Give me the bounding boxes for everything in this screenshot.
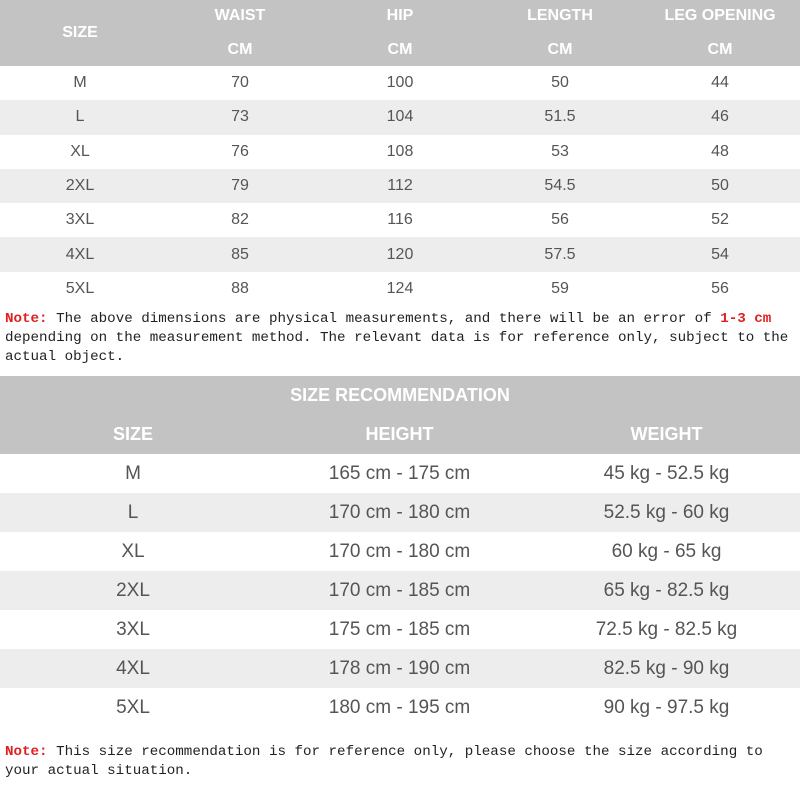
cell-waist: 82	[231, 211, 249, 229]
table-row	[0, 532, 800, 571]
cell-leg-opening: 48	[711, 142, 729, 160]
table-row	[0, 169, 800, 203]
header-size: SIZE	[112, 424, 153, 444]
table-row	[0, 203, 800, 237]
cell-length: 53	[551, 142, 569, 160]
cell-waist: 79	[231, 177, 249, 195]
cell-length: 57.5	[544, 245, 576, 263]
cell-hip: 112	[387, 177, 413, 195]
cell-hip: 104	[386, 108, 414, 126]
cell-size: 5XL	[116, 696, 150, 718]
table-row	[0, 272, 800, 306]
cell-height: 175 cm - 185 cm	[328, 618, 471, 640]
cell-height: 170 cm - 180 cm	[328, 501, 471, 523]
cell-weight: 90 kg - 97.5 kg	[603, 696, 730, 718]
header-leg-opening-unit: CM	[707, 41, 733, 58]
recommendation-table-header	[0, 376, 800, 454]
header-leg-opening: LEG OPENING	[664, 7, 776, 24]
cell-weight: 65 kg - 82.5 kg	[603, 579, 730, 601]
cell-height: 180 cm - 195 cm	[328, 696, 471, 718]
note-label: Note:	[5, 744, 48, 760]
note-error-range: 1-3 cm	[720, 311, 772, 327]
table-row	[0, 135, 800, 169]
table-row	[0, 66, 800, 100]
table-row	[0, 493, 800, 532]
measurement-note	[5, 310, 797, 367]
cell-leg-opening: 50	[711, 177, 729, 195]
cell-leg-opening: 44	[711, 74, 729, 92]
header-length: LENGTH	[527, 7, 593, 24]
cell-waist: 70	[231, 74, 249, 92]
cell-size: 3XL	[65, 211, 95, 229]
cell-leg-opening: 54	[711, 245, 729, 263]
cell-waist: 88	[231, 279, 249, 297]
table-row	[0, 237, 800, 271]
table-row	[0, 571, 800, 610]
cell-size: 4XL	[65, 245, 95, 263]
cell-weight: 45 kg - 52.5 kg	[603, 462, 730, 484]
table-row	[0, 610, 800, 649]
header-hip: HIP	[386, 7, 414, 24]
cell-size: 4XL	[116, 657, 150, 679]
cell-size: M	[73, 74, 87, 92]
cell-hip: 124	[386, 279, 414, 297]
cell-hip: 100	[386, 74, 414, 92]
cell-waist: 76	[231, 142, 249, 160]
measurement-table-header	[0, 0, 800, 66]
cell-size: 2XL	[116, 579, 150, 601]
cell-size: 5XL	[65, 279, 95, 297]
note-text-continued: depending on the measurement method. The relevant data is for reference only, subject to the actual object.	[5, 330, 789, 365]
measurement-table-body	[0, 66, 800, 306]
recommendation-note	[5, 743, 797, 781]
table-row	[0, 649, 800, 688]
cell-weight: 60 kg - 65 kg	[611, 540, 722, 562]
recommendation-table-body	[0, 454, 800, 727]
cell-height: 165 cm - 175 cm	[328, 462, 471, 484]
cell-hip: 120	[386, 245, 414, 263]
header-size: SIZE	[62, 24, 98, 41]
cell-size: M	[125, 462, 141, 484]
cell-length: 50	[551, 74, 569, 92]
table-row	[0, 688, 800, 727]
cell-length: 56	[551, 211, 569, 229]
header-length-unit: CM	[547, 41, 573, 58]
header-height: HEIGHT	[365, 424, 434, 444]
cell-leg-opening: 46	[711, 108, 729, 126]
header-weight: WEIGHT	[630, 424, 703, 444]
cell-length: 51.5	[544, 108, 576, 126]
header-waist-unit: CM	[227, 41, 253, 58]
cell-waist: 73	[231, 108, 249, 126]
cell-waist: 85	[231, 245, 249, 263]
cell-height: 178 cm - 190 cm	[328, 657, 471, 679]
cell-hip: 116	[387, 211, 413, 229]
cell-weight: 82.5 kg - 90 kg	[603, 657, 730, 679]
note-text: This size recommendation is for reference only, please choose the size according to your actual situation.	[5, 744, 763, 779]
cell-length: 59	[551, 279, 569, 297]
cell-weight: 52.5 kg - 60 kg	[603, 501, 730, 523]
header-waist: WAIST	[214, 7, 266, 24]
cell-size: L	[75, 108, 85, 126]
header-hip-unit: CM	[387, 41, 413, 58]
cell-hip: 108	[386, 142, 414, 160]
cell-size: 3XL	[116, 618, 150, 640]
cell-size: L	[127, 501, 139, 523]
cell-height: 170 cm - 185 cm	[328, 579, 471, 601]
cell-weight: 72.5 kg - 82.5 kg	[595, 618, 738, 640]
recommendation-title: SIZE RECOMMENDATION	[290, 385, 510, 405]
note-label: Note:	[5, 311, 48, 327]
cell-size: XL	[121, 540, 145, 562]
table-row	[0, 454, 800, 493]
note-text: The above dimensions are physical measurements, and there will be an error of	[47, 311, 721, 327]
cell-height: 170 cm - 180 cm	[328, 540, 471, 562]
cell-leg-opening: 52	[711, 211, 729, 229]
cell-leg-opening: 56	[711, 279, 729, 297]
cell-length: 54.5	[544, 177, 576, 195]
cell-size: 2XL	[65, 177, 95, 195]
table-row	[0, 100, 800, 134]
cell-size: XL	[70, 142, 90, 160]
